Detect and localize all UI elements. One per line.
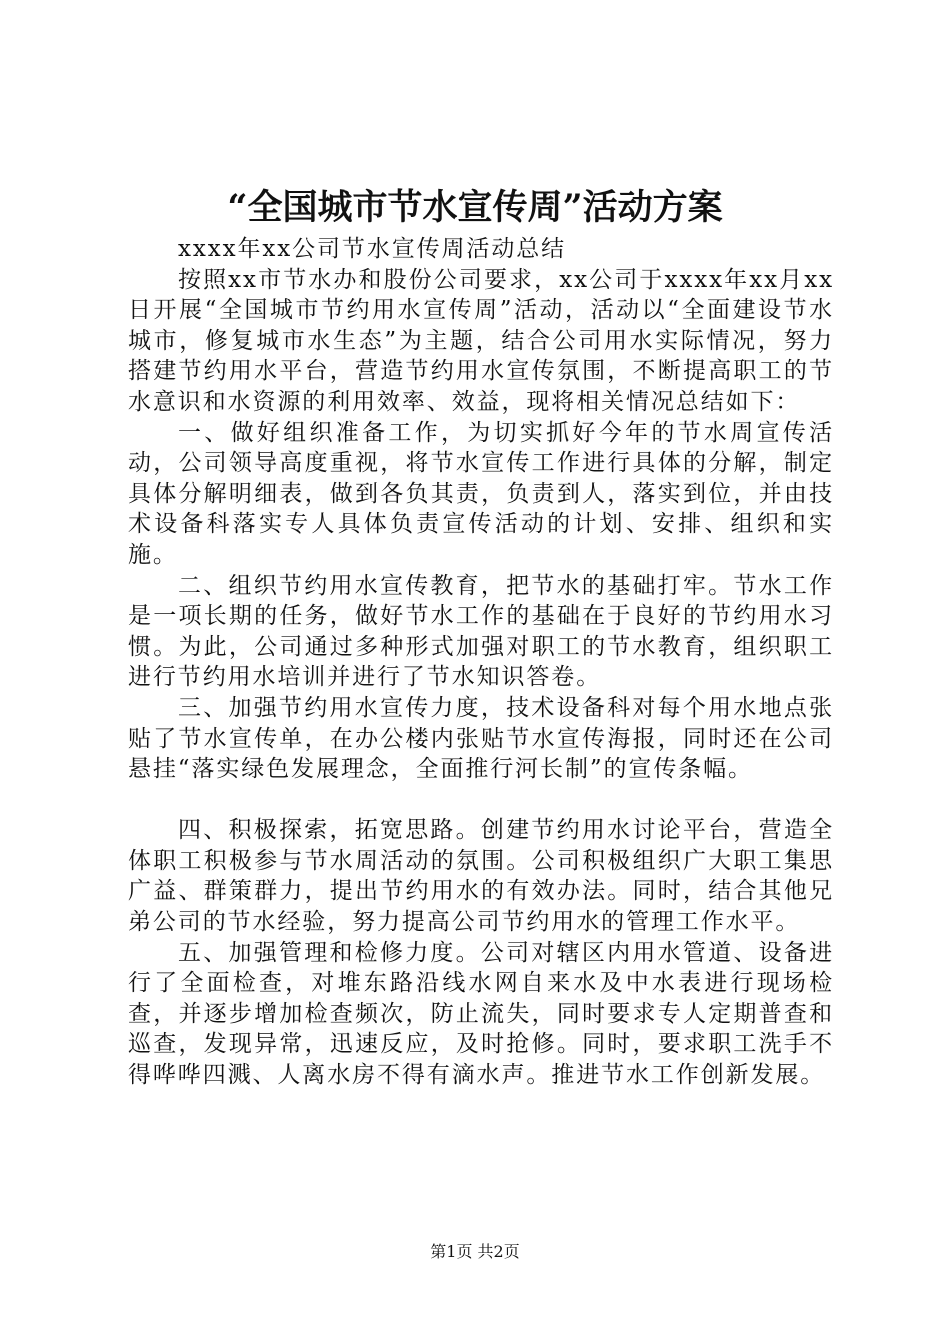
paragraph-intro: 按照xx市节水办和股份公司要求，xx公司于xxxx年xx月xx日开展“全国城市节约用水宣传周”活动，活动以“全面建设节水城市，修复城市水生态”为主题，结合公司用水实际情况，努力搭建节约用水平台，营造节约用水宣传氛围，不断提高职工的节水意识和水资源的利用效率、效益，现将相关情况总结如下：	[128, 266, 834, 415]
paragraph-section-1: 一、做好组织准备工作，为切实抓好今年的节水周宣传活动，公司领导高度重视，将节水宣传工作进行具体的分解，制定具体分解明细表，做到各负其责，负责到人，落实到位，并由技术设备科落实专人具体负责宣传活动的计划、安排、组织和实施。	[128, 419, 834, 568]
paragraph-section-2: 二、组织节约用水宣传教育，把节水的基础打牢。节水工作是一项长期的任务，做好节水工作的基础在于良好的节约用水习惯。为此，公司通过多种形式加强对职工的节水教育，组织职工进行节约用水培训并进行了节水知识答卷。	[128, 572, 834, 691]
paragraph-subtitle: xxxx年xx公司节水宣传周活动总结	[178, 236, 567, 262]
document-title: “全国城市节水宣传周”活动方案	[227, 187, 723, 228]
paragraph-section-3: 三、加强节约用水宣传力度，技术设备科对每个用水地点张贴了节水宣传单，在办公楼内张贴节水宣传海报，同时还在公司悬挂“落实绿色发展理念，全面推行河长制”的宣传条幅。	[128, 694, 834, 783]
document-body	[128, 234, 834, 1091]
page-number-footer: 第1页 共2页	[430, 1242, 520, 1261]
paragraph-section-5: 五、加强管理和检修力度。公司对辖区内用水管道、设备进行了全面检查，对堆东路沿线水网自来水及中水表进行现场检查，并逐步增加检查频次，防止流失，同时要求专人定期普查和巡查，发现异常，迅速反应，及时抢修。同时，要求职工洗手不得哗哗四溅、人离水房不得有滴水声。推进节水工作创新发展。	[128, 939, 834, 1089]
paragraph-section-4: 四、积极探索，拓宽思路。创建节约用水讨论平台，营造全体职工积极参与节水周活动的氛围。公司积极组织广大职工集思广益、群策群力，提出节约用水的有效办法。同时，结合其他兄弟公司的节水经验，努力提高公司节约用水的管理工作水平。	[128, 817, 834, 936]
